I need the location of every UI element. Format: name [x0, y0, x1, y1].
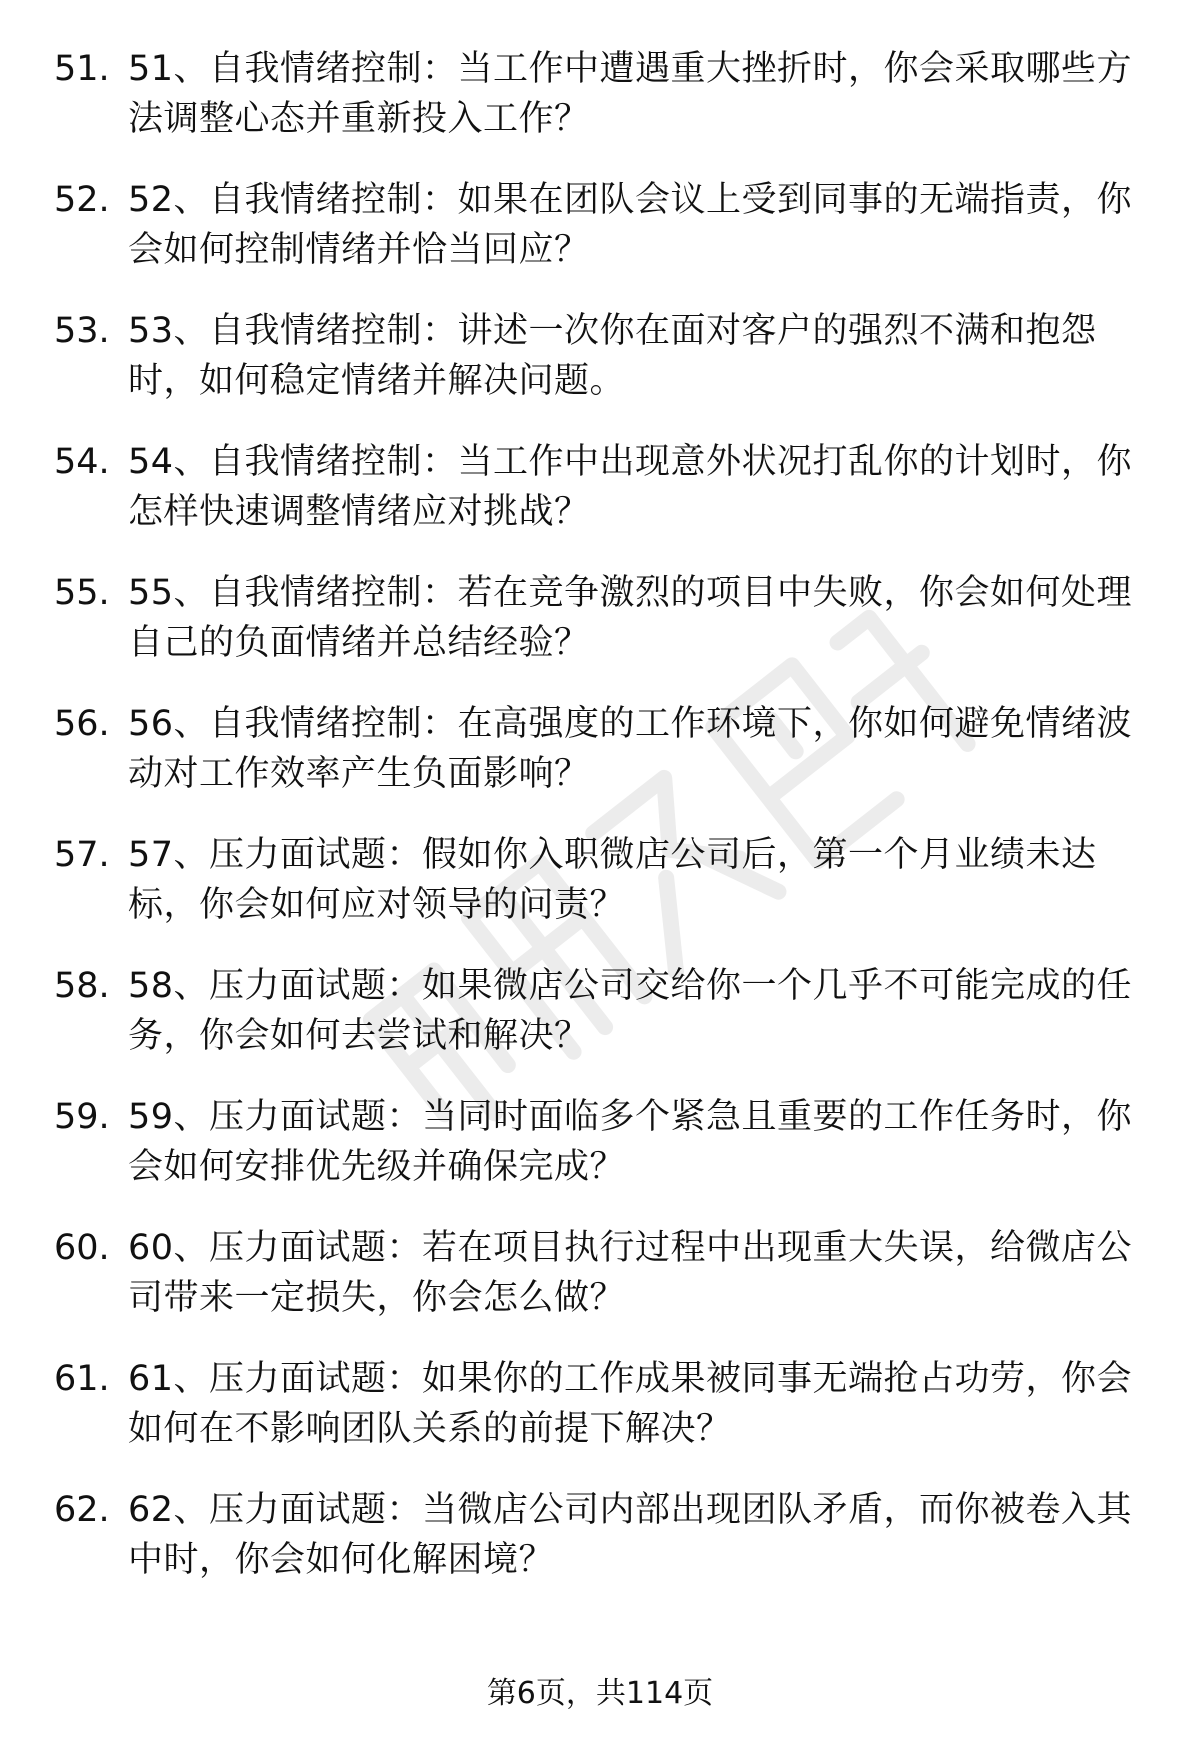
question-number: 57. [54, 835, 110, 875]
question-text: 55、自我情绪控制：若在竞争激烈的项目中失败，你会如何处理自己的负面情绪并总结经验？ [128, 573, 1133, 663]
question-text: 52、自我情绪控制：如果在团队会议上受到同事的无端指责，你会如何控制情绪并恰当回应？ [128, 180, 1133, 270]
question-text: 62、压力面试题：当微店公司内部出现团队矛盾，而你被卷入其中时，你会如何化解困境？ [128, 1490, 1133, 1580]
question-text: 58、压力面试题：如果微店公司交给你一个几乎不可能完成的任务，你会如何去尝试和解决？ [128, 966, 1133, 1056]
question-list [0, 44, 1200, 1616]
list-item [0, 699, 1200, 830]
list-item [0, 961, 1200, 1092]
question-number: 62. [54, 1490, 110, 1530]
list-item [0, 1223, 1200, 1354]
question-text: 53、自我情绪控制：讲述一次你在面对客户的强烈不满和抱怨时，如何稳定情绪并解决问题。 [128, 311, 1097, 401]
list-item [0, 175, 1200, 306]
list-item [0, 1354, 1200, 1485]
question-text: 60、压力面试题：若在项目执行过程中出现重大失误，给微店公司带来一定损失，你会怎么做？ [128, 1228, 1133, 1318]
question-text: 57、压力面试题：假如你入职微店公司后，第一个月业绩未达标，你会如何应对领导的问责？ [128, 835, 1097, 925]
list-item [0, 830, 1200, 961]
question-number: 58. [54, 966, 110, 1006]
list-item [0, 568, 1200, 699]
question-number: 61. [54, 1359, 110, 1399]
list-item [0, 44, 1200, 175]
question-number: 52. [54, 180, 110, 220]
list-item [0, 1092, 1200, 1223]
question-number: 53. [54, 311, 110, 351]
question-number: 51. [54, 49, 110, 89]
question-text: 54、自我情绪控制：当工作中出现意外状况打乱你的计划时，你怎样快速调整情绪应对挑战？ [128, 442, 1133, 532]
list-item [0, 306, 1200, 437]
question-text: 59、压力面试题：当同时面临多个紧急且重要的工作任务时，你会如何安排优先级并确保完成？ [128, 1097, 1133, 1187]
question-text: 56、自我情绪控制：在高强度的工作环境下，你如何避免情绪波动对工作效率产生负面影响？ [128, 704, 1133, 794]
question-number: 56. [54, 704, 110, 744]
question-text: 51、自我情绪控制：当工作中遭遇重大挫折时，你会采取哪些方法调整心态并重新投入工作？ [128, 49, 1133, 139]
page-footer: 第6页，共114页 [486, 1676, 714, 1711]
question-number: 55. [54, 573, 110, 613]
question-number: 59. [54, 1097, 110, 1137]
question-number: 60. [54, 1228, 110, 1268]
question-number: 54. [54, 442, 110, 482]
question-text: 61、压力面试题：如果你的工作成果被同事无端抢占功劳，你会如何在不影响团队关系的前提下解决？ [128, 1359, 1133, 1449]
list-item [0, 437, 1200, 568]
list-item [0, 1485, 1200, 1616]
